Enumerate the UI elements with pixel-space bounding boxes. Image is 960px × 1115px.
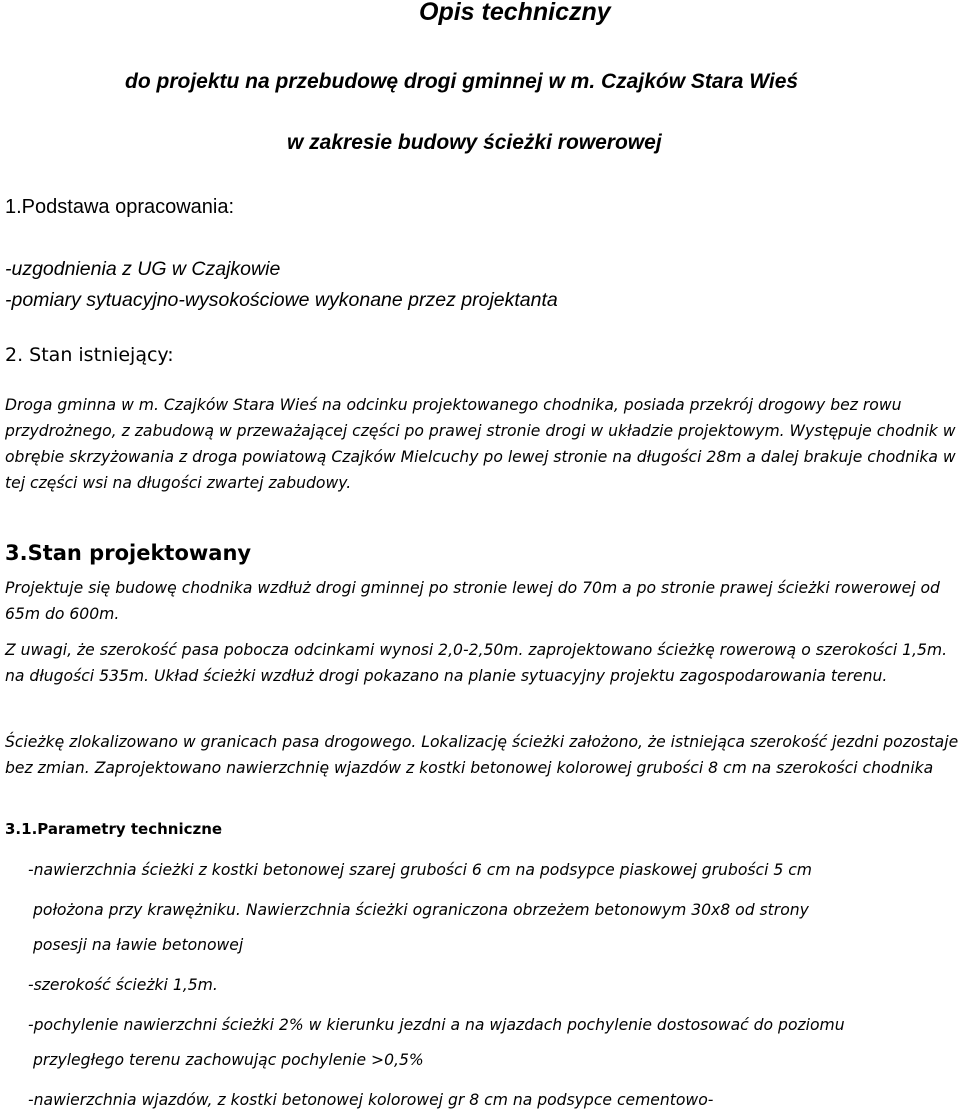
parameter-line: położona przy krawężniku. Nawierzchnia ścieżki ograniczona obrzeżem betonowym 30x8 od strony [33, 901, 809, 919]
section-heading-existing-state: 2. Stan istniejący: [5, 344, 174, 366]
parameter-line: -pochylenie nawierzchni ścieżki 2% w kierunku jezdni a na wjazdach pochylenie dostosować do poziomu [28, 1016, 845, 1034]
document-subtitle-scope: w zakresie budowy ścieżki rowerowej [287, 131, 662, 154]
design-paragraph: Projektuje się budowę chodnika wzdłuż drogi gminnej po stronie lewej do 70m a po stronie prawej ścieżki rowerowej od 65m do 600m. [5, 579, 940, 623]
document-subtitle: do projektu na przebudowę drogi gminnej w m. Czajków Stara Wieś [125, 70, 799, 93]
design-paragraph: Z uwagi, że szerokość pasa pobocza odcinkami wynosi 2,0-2,50m. zaprojektowano ścieżkę rowerową o szerokości 1,5m. na długości 535m. Układ ścieżki wzdłuż drogi pokazano na planie sytuacyjny projektu zagospodarowania terenu. [5, 641, 948, 685]
section-heading-technical-parameters: 3.1.Parametry techniczne [5, 820, 223, 838]
basis-item: -pomiary sytuacyjno-wysokościowe wykonane przez projektanta [5, 289, 558, 311]
basis-item: -uzgodnienia z UG w Czajkowie [5, 258, 281, 280]
section-heading-basis: 1.Podstawa opracowania: [5, 196, 235, 218]
document-title: Opis techniczny [419, 0, 611, 26]
parameter-line: -nawierzchnia wjazdów, z kostki betonowej kolorowej gr 8 cm na podsypce cementowo- [28, 1091, 714, 1109]
section-heading-design-state: 3.Stan projektowany [5, 541, 252, 565]
parameter-line: przyległego terenu zachowując pochylenie >0,5% [33, 1051, 424, 1069]
parameter-line: posesji na ławie betonowej [33, 936, 244, 954]
parameter-line: -nawierzchnia ścieżki z kostki betonowej szarej grubości 6 cm na podsypce piaskowej grubości 5 cm [28, 861, 812, 879]
existing-state-paragraph: Droga gminna w m. Czajków Stara Wieś na odcinku projektowanego chodnika, posiada przekrój drogowy bez rowu przydrożnego, z zabudową w przeważającej części po prawej stronie drogi w układzie projektowym. Występuje chodnik w obrębie skrzyżowania z droga powiatową Czajków Mielcuchy po lewej stronie na długości 28m a dalej brakuje chodnika w tej części wsi na długości zwartej zabudowy. [5, 396, 956, 492]
design-paragraph: Ścieżkę zlokalizowano w granicach pasa drogowego. Lokalizację ścieżki założono, że istniejąca szerokość jezdni pozostaje bez zmian. Zaprojektowano nawierzchnię wjazdów z kostki betonowej kolorowej grubości 8 cm na szerokości chodnika [5, 733, 959, 777]
parameter-line: -szerokość ścieżki 1,5m. [28, 976, 218, 994]
